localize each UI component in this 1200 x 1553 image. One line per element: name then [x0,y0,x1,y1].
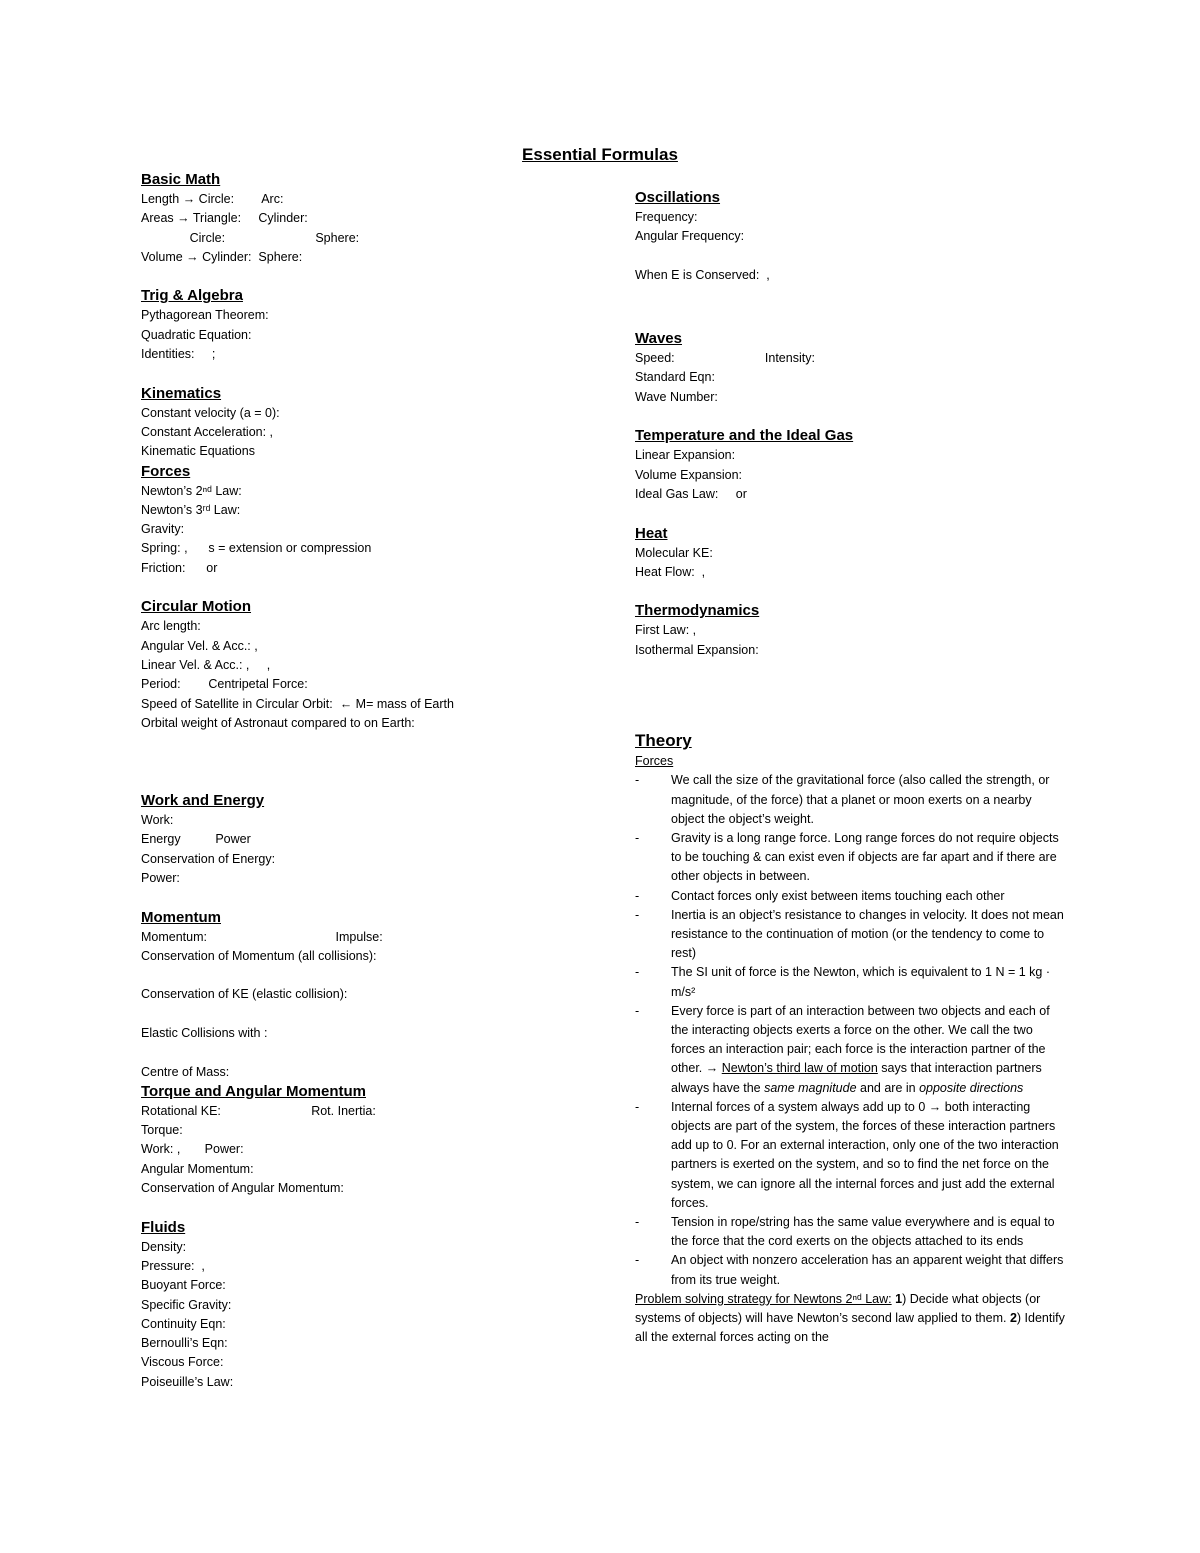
formula-line: Work: , Power: [141,1142,244,1157]
section-heading: Trig & Algebra [141,287,243,305]
formula-line: Linear Vel. & Acc.: , , [141,657,271,672]
section-heading: Forces [141,462,191,480]
theory-heading: Theory [635,731,692,751]
formula-line: Specific Gravity: [141,1297,232,1312]
formula-line: Angular Vel. & Acc.: , [141,638,258,653]
formula-line: Viscous Force: [141,1355,224,1370]
forces-section [141,462,611,578]
formula-line: Work: [141,813,174,828]
section-heading: Temperature and the Ideal Gas [635,427,854,445]
heat-section [635,524,1065,583]
section-heading: Thermodynamics [635,602,760,620]
section-heading: Waves [635,330,682,348]
formula-line: Momentum: Impulse: [141,929,383,944]
formula-line: Newton’s 2ⁿᵈ Law: [141,483,242,498]
list-item: - The SI unit of force is the Newton, which is equivalent to 1 N = 1 kg · m/s² [635,963,1065,1001]
right-column [635,188,1065,1347]
formula-line: Energy Power [141,832,251,847]
section-heading: Momentum [141,908,221,926]
fluids-section [141,1218,611,1392]
theory-section [635,730,1065,1347]
work-energy-section [141,791,611,888]
list-item: - We call the size of the gravitational force (also called the strength, or magnitude, of the force) that a planet or moon exerts on a nearby object the object’s weight. [635,771,1065,829]
step-number: 2 [1009,1311,1017,1326]
list-item: - Inertia is an object’s resistance to changes in velocity. It does not mean resistance to the continuation of motion (or the tendency to come to rest) [635,906,1065,964]
text-run: ) Decide what objects (or systems of objects) will have Newton’s second law applied to them. [635,1291,1041,1326]
formula-line: Heat Flow: , [635,564,706,579]
step-number: 1 [891,1291,903,1306]
list-item: - Internal forces of a system always add up to 0 → both interacting objects are part of the system, the forces of these interaction partners add up to 0. For an external interaction, only one of the two interaction partners is exerted on the system, and so to find the net force on the system, we can ignore all the internal forces and just add the external forces. [635,1098,1065,1213]
formula-line: Elastic Collisions with : [141,1025,268,1040]
trig-section [141,286,611,364]
text-run: ) Identify all the external forces acting on the [635,1311,1065,1345]
formula-line: Speed: Intensity: [635,351,815,366]
formula-line: Conservation of KE (elastic collision): [141,987,348,1002]
list-item: - An object with nonzero acceleration has an apparent weight that differs from its true weight. [635,1251,1065,1289]
formula-line: Constant Acceleration: , [141,424,274,439]
formula-line: Circle: Sphere: [141,230,360,245]
formula-line: Volume Expansion: [635,467,743,482]
left-column [141,170,611,1392]
problem-solving-strategy [635,1290,1065,1348]
thermodynamics-section [635,601,1065,660]
formula-line: Torque: [141,1123,183,1138]
formula-line: Angular Momentum: [141,1161,254,1176]
formula-line: Volume → Cylinder: Sphere: [141,249,303,264]
formula-line: Period: Centripetal Force: [141,677,308,692]
formula-line: Centre of Mass: [141,1064,230,1079]
list-item: - Tension in rope/string has the same value everywhere and is equal to the force that the cord exerts on the objects attached to its ends [635,1213,1065,1251]
circular-motion-section [141,597,611,733]
theory-bullet-list [635,771,1065,1289]
emphasis-text: opposite directions [919,1080,1024,1095]
formula-line: Wave Number: [635,389,718,404]
section-heading: Work and Energy [141,792,265,810]
list-item: - Contact forces only exist between items touching each other [635,887,1065,906]
formula-line: Standard Eqn: [635,370,715,385]
torque-section [141,1082,611,1198]
section-heading: Circular Motion [141,598,252,616]
formula-line: Gravity: [141,522,185,537]
formula-line: Ideal Gas Law: or [635,486,747,501]
section-heading: Heat [635,524,668,542]
formula-line: Molecular KE: [635,545,713,560]
section-heading: Torque and Angular Momentum [141,1082,366,1100]
formula-line: Power: [141,870,180,885]
formula-line: Pythagorean Theorem: [141,308,269,323]
section-heading: Fluids [141,1218,186,1236]
momentum-section [141,908,611,1082]
newtons-third-law-text: Newton’s third law of motion [721,1061,878,1076]
formula-line: Arc length: [141,619,201,634]
formula-line: Constant velocity (a = 0): [141,405,280,420]
formula-line: Rotational KE: Rot. Inertia: [141,1103,376,1118]
section-heading: Kinematics [141,384,222,402]
theory-subheading: Forces [635,754,674,769]
formula-line: Speed of Satellite in Circular Orbit: ← M= mass of Earth [141,696,454,711]
oscillations-section [635,188,1065,285]
formula-line: Orbital weight of Astronaut compared to on Earth: [141,715,415,730]
formula-line: Friction: or [141,560,218,575]
formula-line: Conservation of Energy: [141,851,276,866]
formula-line: Quadratic Equation: [141,327,252,342]
temperature-section [635,426,1065,504]
formula-line: Kinematic Equations [141,444,255,459]
list-item-interaction [635,1002,1065,1098]
formula-line: Density: [141,1239,187,1254]
section-heading: Oscillations [635,189,721,206]
section-heading: Basic Math [141,171,221,188]
formula-line: Newton’s 3ʳᵈ Law: [141,502,241,517]
formula-line: Isothermal Expansion: [635,642,759,657]
basic-math-section [141,170,611,267]
formula-line: Bernoulli’s Eqn: [141,1336,228,1351]
formula-line: Spring: , s = extension or compression [141,541,372,556]
kinematics-section [141,384,611,462]
waves-section [635,329,1065,407]
formula-line: Angular Frequency: [635,229,745,244]
formula-line: Length → Circle: Arc: [141,192,284,206]
formula-line: Identities: ; [141,347,216,362]
formula-line: Pressure: , [141,1258,205,1273]
formula-line: Conservation of Momentum (all collisions): [141,948,377,963]
formula-line: When E is Conserved: , [635,267,770,282]
formula-line: Buoyant Force: [141,1278,226,1293]
list-item: - Gravity is a long range force. Long range forces do not require objects to be touching & can exist even if objects are far apart and if there are other objects in between. [635,829,1065,887]
formula-line: Frequency: [635,210,698,224]
strategy-label: Problem solving strategy for Newtons 2ⁿᵈ Law: [635,1291,892,1306]
text-run: says that interaction partners always have the [671,1061,1042,1095]
formula-line: Areas → Triangle: Cylinder: [141,211,308,226]
formula-line: First Law: , [635,623,697,638]
formula-line: Poiseuille’s Law: [141,1374,234,1389]
text-run: Every force is part of an interaction between two objects and each of the interacting objects exerts a force on the other. We call the two forces an interaction pair; each force is the interaction partner of the other. → [671,1003,1050,1076]
formula-line: Continuity Eqn: [141,1316,226,1331]
emphasis-text: same magnitude [764,1080,857,1095]
page-title: Essential Formulas [522,145,678,164]
text-run: and are in [856,1080,920,1095]
formula-line: Conservation of Angular Momentum: [141,1181,344,1196]
formula-line: Linear Expansion: [635,448,736,463]
